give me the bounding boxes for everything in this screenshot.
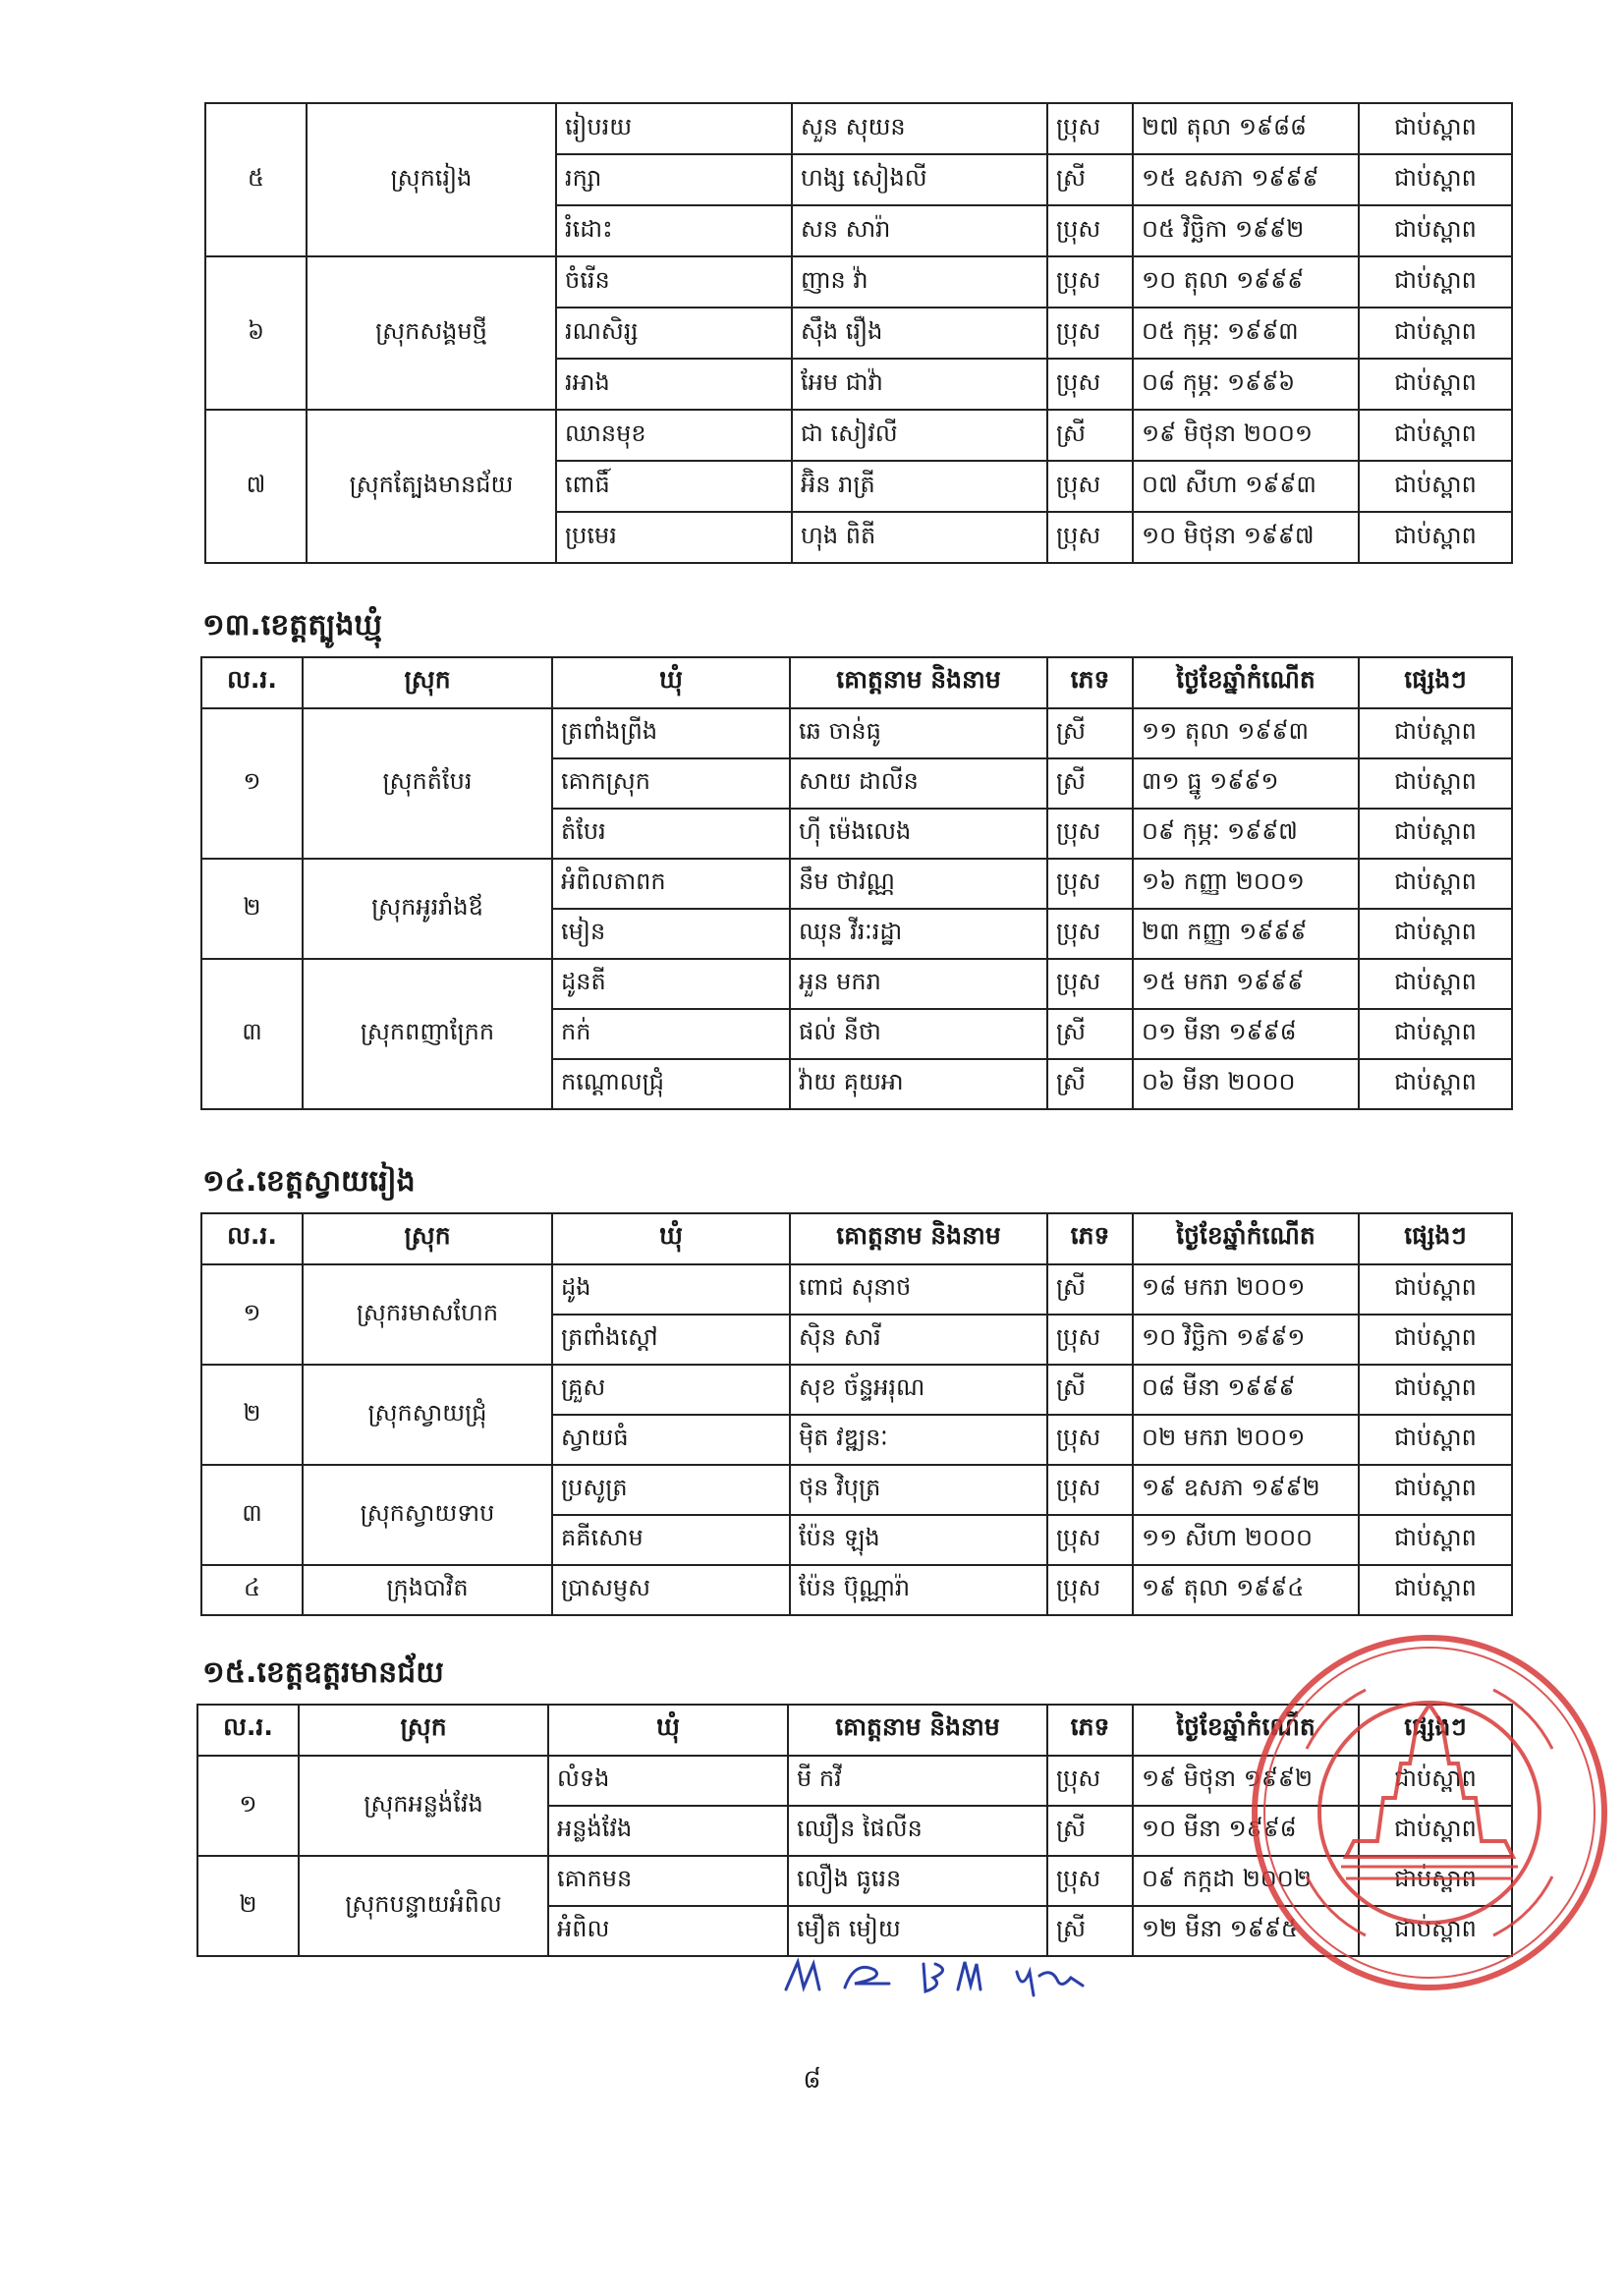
cell-commune: អន្លង់វែង (548, 1806, 788, 1856)
header-sex: ភេទ (1047, 657, 1133, 708)
cell-note: ជាប់ស្ពាព (1359, 758, 1512, 809)
cell-commune: មៀន (552, 909, 790, 959)
cell-name: អ៊ិន រាត្រី (792, 461, 1047, 512)
cell-dob: ១១ តុលា ១៩៩៣ (1133, 708, 1359, 758)
cell-note: ជាប់ស្ពាព (1359, 1465, 1512, 1515)
table-row (201, 1365, 1512, 1415)
cell-commune: រៀបរយ (556, 103, 792, 154)
cell-commune: អំពិល (548, 1906, 788, 1956)
table-row (201, 859, 1512, 909)
cell-note: ជាប់ស្ពាព (1359, 410, 1512, 461)
cell-note: ជាប់ស្ពាព (1359, 859, 1512, 909)
cell-note: ជាប់ស្ពាព (1359, 1806, 1512, 1856)
cell-name: ហ៊ី ម៉េងលេង (790, 809, 1047, 859)
header-dob: ថ្ងៃខែឆ្នាំកំណើត (1133, 657, 1359, 708)
header-commune: ឃុំ (548, 1705, 788, 1756)
cell-name: ជា សៀវលី (792, 410, 1047, 461)
cell-district: ស្រុកបន្ទាយអំពិល (299, 1856, 548, 1956)
cell-dob: ០៧ សីហា ១៩៩៣ (1133, 461, 1359, 512)
cell-sex: ប្រុស (1047, 1465, 1133, 1515)
cell-note: ជាប់ស្ពាព (1359, 1059, 1512, 1109)
cell-commune: ត្រពាំងស្ដៅ (552, 1315, 790, 1365)
cell-note: ជាប់ស្ពាព (1359, 1415, 1512, 1465)
cell-commune: រក្សា (556, 154, 792, 205)
header-commune: ឃុំ (552, 657, 790, 708)
cell-name: ម៉ិត វឌ្ឍនៈ (790, 1415, 1047, 1465)
cell-name: អួន មករា (790, 959, 1047, 1009)
cell-note: ជាប់ស្ពាព (1359, 708, 1512, 758)
cell-sex: ប្រុស (1047, 1856, 1133, 1906)
cell-district: ស្រុកសង្គមថ្មី (307, 256, 556, 410)
cell-dob: ១០ មីនា ១៩៩៨ (1133, 1806, 1359, 1856)
cell-dob: ១៩ តុលា ១៩៩៤ (1133, 1565, 1359, 1615)
cell-note: ជាប់ស្ពាព (1359, 1009, 1512, 1059)
cell-commune: ប្រមេរ (556, 512, 792, 563)
cell-sex: ប្រុស (1047, 103, 1133, 154)
cell-note: ជាប់ស្ពាព (1359, 1906, 1512, 1956)
cell-sex: ស្រី (1047, 708, 1133, 758)
cell-name: ញាន វ៉ា (792, 256, 1047, 308)
cell-name: នឹម ថាវណ្ណ (790, 859, 1047, 909)
cell-commune: កក់ (552, 1009, 790, 1059)
cell-sex: ប្រុស (1047, 1415, 1133, 1465)
header-no: ល.រ. (201, 1213, 303, 1264)
section-title-15: ១៥.ខេត្តឧត្តរមានជ័យ (202, 1655, 444, 1690)
cell-sex: ស្រី (1047, 1806, 1133, 1856)
header-note: ផ្សេងៗ (1359, 1705, 1512, 1756)
table-header-row (201, 1213, 1512, 1264)
cell-dob: ១០ មិថុនា ១៩៩៧ (1133, 512, 1359, 563)
cell-no: ២ (201, 1365, 303, 1465)
header-no: ល.រ. (201, 657, 303, 708)
cell-no: ៥ (205, 103, 307, 256)
table-header-row (201, 657, 1512, 708)
cell-dob: ០៩ កក្កដា ២០០២ (1133, 1856, 1359, 1906)
header-note: ផ្សេងៗ (1359, 657, 1512, 708)
cell-dob: ០៨ មីនា ១៩៩៩ (1133, 1365, 1359, 1415)
header-sex: ភេទ (1047, 1213, 1133, 1264)
cell-name: ស៊ិន សារី (790, 1315, 1047, 1365)
cell-name: សាយ ដាលីន (790, 758, 1047, 809)
header-dob: ថ្ងៃខែឆ្នាំកំណើត (1133, 1213, 1359, 1264)
cell-district: ស្រុកតំបែរ (303, 708, 552, 859)
cell-commune: ប្រាសម្ញស (552, 1565, 790, 1615)
cell-sex: ប្រុស (1047, 1515, 1133, 1565)
cell-district: ក្រុងបាវិត (303, 1565, 552, 1615)
cell-dob: ១៦ កញ្ញា ២០០១ (1133, 859, 1359, 909)
header-name: គោត្តនាម និងនាម (788, 1705, 1047, 1756)
cell-note: ជាប់ស្ពាព (1359, 256, 1512, 308)
cell-name: ហុង ពិតី (792, 512, 1047, 563)
header-name: គោត្តនាម និងនាម (790, 657, 1047, 708)
header-no: ល.រ. (197, 1705, 299, 1756)
table-row (201, 1465, 1512, 1515)
header-sex: ភេទ (1047, 1705, 1133, 1756)
section-title-14: ១៤.ខេត្តស្វាយរៀង (202, 1164, 416, 1199)
cell-no: ៣ (201, 1465, 303, 1565)
cell-name: ឈុន វីរៈរដ្ឋា (790, 909, 1047, 959)
cell-dob: ៣១ ធ្នូ ១៩៩១ (1133, 758, 1359, 809)
cell-sex: ប្រុស (1047, 1756, 1133, 1806)
header-district: ស្រុក (303, 1213, 552, 1264)
cell-name: សួន សុយន (792, 103, 1047, 154)
cell-note: ជាប់ស្ពាព (1359, 461, 1512, 512)
cell-commune: រអាង (556, 359, 792, 410)
cell-dob: ១០ វិច្ឆិកា ១៩៩១ (1133, 1315, 1359, 1365)
cell-sex: ប្រុស (1047, 1565, 1133, 1615)
cell-note: ជាប់ស្ពាព (1359, 909, 1512, 959)
cell-commune: ពោធិ៍ (556, 461, 792, 512)
cell-name: អែម ជាវ៉ា (792, 359, 1047, 410)
signature-initials (776, 1950, 1130, 2009)
cell-dob: ១៩ មិថុនា ២០០១ (1133, 410, 1359, 461)
cell-note: ជាប់ស្ពាព (1359, 809, 1512, 859)
header-dob: ថ្ងៃខែឆ្នាំកំណើត (1133, 1705, 1359, 1756)
cell-note: ជាប់ស្ពាព (1359, 359, 1512, 410)
cell-note: ជាប់ស្ពាព (1359, 512, 1512, 563)
cell-note: ជាប់ស្ពាព (1359, 154, 1512, 205)
cell-sex: ប្រុស (1047, 256, 1133, 308)
cell-commune: តំបែរ (552, 809, 790, 859)
cell-no: ១ (201, 708, 303, 859)
cell-note: ជាប់ស្ពាព (1359, 1756, 1512, 1806)
cell-commune: ឈានមុខ (556, 410, 792, 461)
cell-dob: ០២ មករា ២០០១ (1133, 1415, 1359, 1465)
cell-sex: ប្រុស (1047, 512, 1133, 563)
header-name: គោត្តនាម និងនាម (790, 1213, 1047, 1264)
cell-name: មី កវី (788, 1756, 1047, 1806)
cell-no: ៧ (205, 410, 307, 563)
table-row (201, 708, 1512, 758)
cell-dob: ០៩ កុម្ភៈ ១៩៩៧ (1133, 809, 1359, 859)
header-note: ផ្សេងៗ (1359, 1213, 1512, 1264)
cell-district: ស្រុករមាសហែក (303, 1264, 552, 1365)
cell-commune: អំពិលតាពក (552, 859, 790, 909)
cell-note: ជាប់ស្ពាព (1359, 1365, 1512, 1415)
table-continuation (204, 102, 1513, 564)
cell-commune: ដូនតី (552, 959, 790, 1009)
cell-no: ២ (201, 859, 303, 959)
cell-district: ស្រុកស្វាយជ្រុំ (303, 1365, 552, 1465)
cell-no: ១ (201, 1264, 303, 1365)
cell-sex: ស្រី (1047, 1009, 1133, 1059)
cell-dob: ១៥ ឧសភា ១៩៩៩ (1133, 154, 1359, 205)
cell-no: ៦ (205, 256, 307, 410)
cell-district: ស្រុកត្បែងមានជ័យ (307, 410, 556, 563)
cell-name: ឆេ ចាន់ធូ (790, 708, 1047, 758)
cell-sex: ប្រុស (1047, 859, 1133, 909)
cell-note: ជាប់ស្ពាព (1359, 1315, 1512, 1365)
cell-name: ហង្ស សៀងលី (792, 154, 1047, 205)
cell-name: សុខ ច័ន្ទអរុណ (790, 1365, 1047, 1415)
cell-district: ស្រុកអូររាំងឪ (303, 859, 552, 959)
cell-name: លឿង ធូរេន (788, 1856, 1047, 1906)
cell-sex: ប្រុស (1047, 205, 1133, 256)
cell-no: ៤ (201, 1565, 303, 1615)
cell-name: សន សារ៉ា (792, 205, 1047, 256)
cell-dob: ០៥ វិច្ឆិកា ១៩៩២ (1133, 205, 1359, 256)
cell-no: ៣ (201, 959, 303, 1109)
cell-sex: ស្រី (1047, 1264, 1133, 1315)
cell-sex: ប្រុស (1047, 461, 1133, 512)
cell-name: ប៉ែន ប៊ុណ្ណារ៉ា (790, 1565, 1047, 1615)
cell-sex: ស្រី (1047, 410, 1133, 461)
cell-commune: គ្រួស (552, 1365, 790, 1415)
cell-sex: ស្រី (1047, 154, 1133, 205)
cell-name: ថុន វិបុត្រ (790, 1465, 1047, 1515)
cell-commune: ដូង (552, 1264, 790, 1315)
cell-dob: ១០ តុលា ១៩៩៩ (1133, 256, 1359, 308)
cell-note: ជាប់ស្ពាព (1359, 1515, 1512, 1565)
cell-sex: ប្រុស (1047, 308, 1133, 359)
cell-name: ប៉ែន ឡុង (790, 1515, 1047, 1565)
cell-name: ផល់ នីថា (790, 1009, 1047, 1059)
cell-sex: ប្រុស (1047, 959, 1133, 1009)
cell-dob: ២៣ កញ្ញា ១៩៩៩ (1133, 909, 1359, 959)
cell-no: ២ (197, 1856, 299, 1956)
cell-note: ជាប់ស្ពាព (1359, 1565, 1512, 1615)
cell-commune: លំទង (548, 1756, 788, 1806)
cell-commune: ប្រសូត្រ (552, 1465, 790, 1515)
page-number: ៨ (803, 2065, 821, 2095)
cell-dob: ០៨ កុម្ភៈ ១៩៩៦ (1133, 359, 1359, 410)
cell-note: ជាប់ស្ពាព (1359, 308, 1512, 359)
cell-commune: គោកមន (548, 1856, 788, 1906)
cell-commune: ចំរើន (556, 256, 792, 308)
cell-dob: ១៨ មករា ២០០១ (1133, 1264, 1359, 1315)
section-title-13: ១៣.ខេត្តត្បូងឃ្មុំ (202, 608, 382, 643)
cell-commune: ស្វាយធំ (552, 1415, 790, 1465)
cell-dob: ១៥ មករា ១៩៩៩ (1133, 959, 1359, 1009)
cell-commune: រណសិរ្ស (556, 308, 792, 359)
cell-dob: ០៥ កុម្ភៈ ១៩៩៣ (1133, 308, 1359, 359)
cell-sex: ប្រុស (1047, 809, 1133, 859)
table-row (205, 410, 1512, 461)
cell-district: ស្រុកអន្លង់វែង (299, 1756, 548, 1856)
cell-commune: ត្រពាំងព្រីង (552, 708, 790, 758)
cell-commune: កណ្ដោលជ្រុំ (552, 1059, 790, 1109)
cell-name: វ៉ាយ គុយអា (790, 1059, 1047, 1109)
cell-sex: ប្រុស (1047, 1315, 1133, 1365)
cell-dob: ១២ មីនា ១៩៩៥ (1133, 1906, 1359, 1956)
cell-no: ១ (197, 1756, 299, 1856)
cell-dob: ០១ មីនា ១៩៩៨ (1133, 1009, 1359, 1059)
cell-note: ជាប់ស្ពាព (1359, 205, 1512, 256)
cell-sex: ស្រី (1047, 1059, 1133, 1109)
official-seal-stamp (1248, 1631, 1611, 1994)
header-district: ស្រុក (303, 657, 552, 708)
cell-name: ឈឿន ផៃលីន (788, 1806, 1047, 1856)
cell-dob: ១៩ មិថុនា ១៩៩២ (1133, 1756, 1359, 1806)
cell-note: ជាប់ស្ពាព (1359, 1856, 1512, 1906)
cell-note: ជាប់ស្ពាព (1359, 1264, 1512, 1315)
table-row (201, 1264, 1512, 1315)
cell-commune: គគីសោម (552, 1515, 790, 1565)
cell-district: ស្រុកស្វាយទាប (303, 1465, 552, 1565)
cell-sex: ស្រី (1047, 1365, 1133, 1415)
cell-district: ស្រុកពញាក្រែក (303, 959, 552, 1109)
table-row (201, 1565, 1512, 1615)
cell-sex: ស្រី (1047, 1906, 1133, 1956)
cell-note: ជាប់ស្ពាព (1359, 959, 1512, 1009)
cell-district: ស្រុករៀង (307, 103, 556, 256)
header-district: ស្រុក (299, 1705, 548, 1756)
cell-dob: ០៦ មីនា ២០០០ (1133, 1059, 1359, 1109)
cell-name: ពោជ សុនាថ (790, 1264, 1047, 1315)
table-section-13 (200, 656, 1513, 1110)
cell-sex: ប្រុស (1047, 359, 1133, 410)
table-row (205, 256, 1512, 308)
cell-sex: ប្រុស (1047, 909, 1133, 959)
cell-commune: រំដោះ (556, 205, 792, 256)
cell-name: មឿត មៀយ (788, 1906, 1047, 1956)
cell-sex: ស្រី (1047, 758, 1133, 809)
cell-name: ស៊ឹង រឿង (792, 308, 1047, 359)
table-section-14 (200, 1212, 1513, 1616)
header-commune: ឃុំ (552, 1213, 790, 1264)
cell-dob: ១៩ ឧសភា ១៩៩២ (1133, 1465, 1359, 1515)
cell-dob: ១១ សីហា ២០០០ (1133, 1515, 1359, 1565)
cell-note: ជាប់ស្ពាព (1359, 103, 1512, 154)
table-row (205, 103, 1512, 154)
cell-commune: គោកស្រុក (552, 758, 790, 809)
table-row (201, 959, 1512, 1009)
cell-dob: ២៧ តុលា ១៩៨៨ (1133, 103, 1359, 154)
